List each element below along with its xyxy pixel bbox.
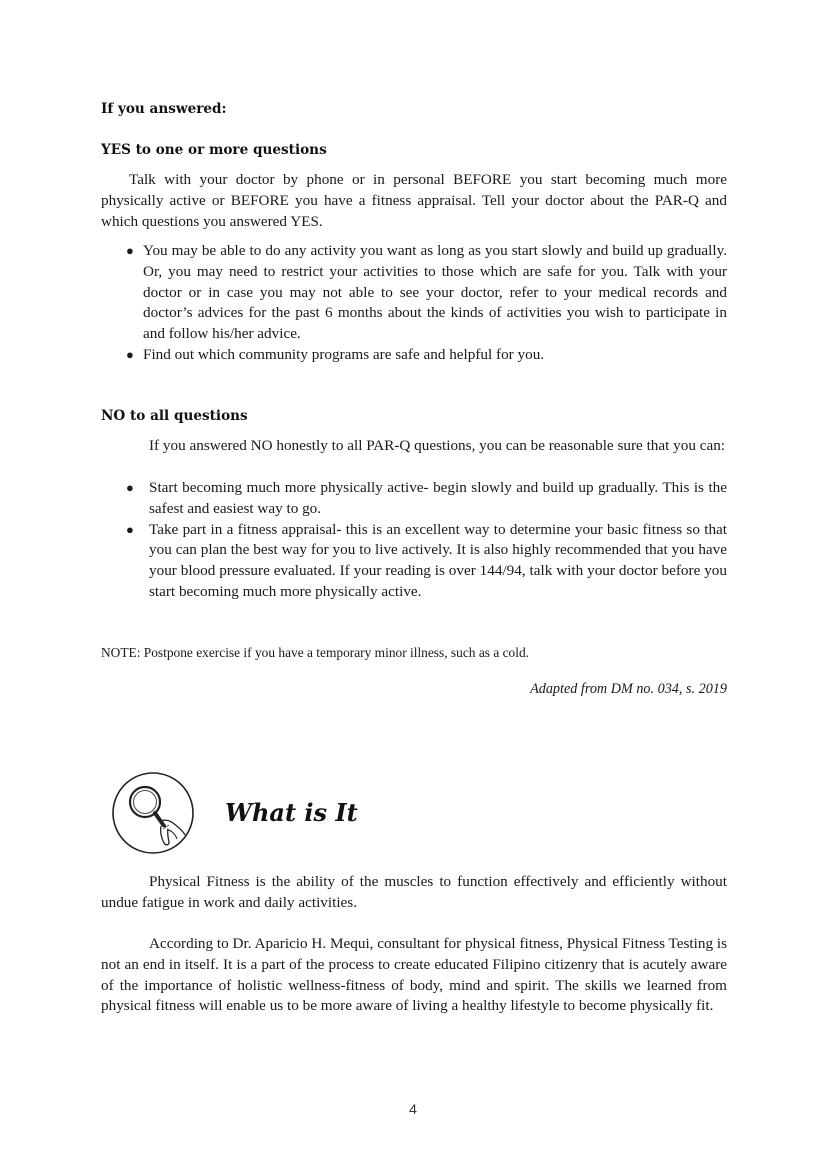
- bullet-text: You may be able to do any activity you want as long as you start slowly and build up gradually. Or, you may need to restrict your activities to those which are safe for you. Talk with your doctor or in case you may not able to see your doctor, refer to your medical records and doctor’s advices for the past 6 months about the kinds of activities you wish to participate in and follow his/her advice.: [143, 242, 727, 343]
- definition-paragraph: Physical Fitness is the ability of the muscles to function effectively and efficiently without undue fatigue in work and daily activities.: [101, 873, 727, 911]
- list-item: [126, 478, 727, 520]
- bullet-text: Take part in a fitness appraisal- this is an excellent way to determine your basic fitness so that you can plan the best way for you to live actively. It is also highly recommended that you have your blood pressure evaluated. If your reading is over 144/94, talk with your doctor before you start becoming much more physically active.: [149, 520, 727, 600]
- bullet-icon: ●: [126, 480, 134, 495]
- bullet-icon: ●: [126, 346, 134, 362]
- yes-section-paragraph: Talk with your doctor by phone or in personal BEFORE you start becoming much more physically active or BEFORE you have a fitness appraisal. Tell your doctor about the PAR-Q and which questions you answered YES.: [101, 171, 727, 230]
- list-item: [126, 345, 727, 366]
- list-item: [126, 241, 727, 345]
- bullet-icon: ●: [126, 243, 134, 258]
- citation: Adapted from DM no. 034, s. 2019: [530, 681, 727, 697]
- bullet-text: Find out which community programs are safe and helpful for you.: [143, 345, 545, 363]
- list-item: [126, 520, 727, 603]
- section-title: What is It: [225, 798, 358, 827]
- bullet-text: Start becoming much more physically active- begin slowly and build up gradually. This is the safest and easiest way to go.: [149, 479, 727, 517]
- page-number: 4: [409, 1101, 417, 1117]
- consultant-paragraph: According to Dr. Aparicio H. Mequi, consultant for physical fitness, Physical Fitness Testing is not an end in itself. It is a part of the process to create educated Filipino citizenry that is acutely aware of the importance of holistic wellness-fitness of body, mind and spirit. The skills we learned from physical fitness will enable us to be more aware of living a healthy lifestyle to become physically fit.: [101, 935, 727, 1015]
- yes-section-heading: YES to one or more questions: [101, 142, 327, 158]
- bullet-icon: ●: [126, 521, 134, 537]
- note-text: NOTE: Postpone exercise if you have a temporary minor illness, such as a cold.: [101, 645, 530, 660]
- no-section-bullet-list: [126, 478, 727, 603]
- no-section-paragraph: If you answered NO honestly to all PAR-Q questions, you can be reasonable sure that you can:: [149, 437, 726, 454]
- magnifying-glass-hand-icon: [111, 771, 195, 855]
- intro-heading: If you answered:: [101, 101, 227, 117]
- no-section-heading: NO to all questions: [101, 408, 248, 424]
- yes-section-bullet-list: [126, 241, 727, 366]
